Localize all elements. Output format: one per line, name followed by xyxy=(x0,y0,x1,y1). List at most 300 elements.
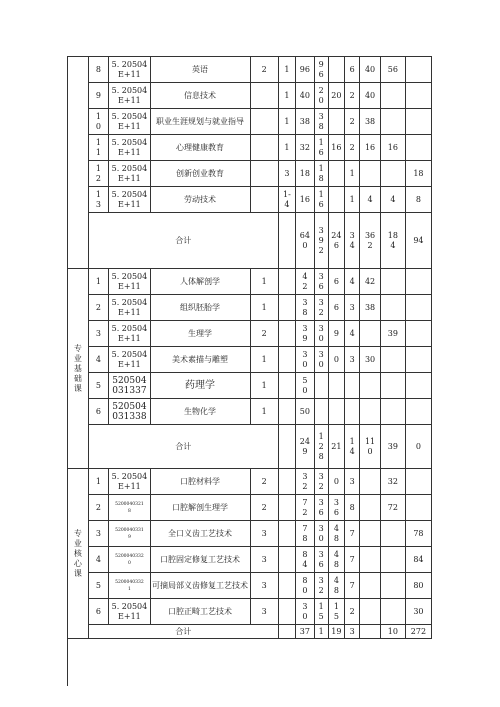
value-cell-text: 2 0 xyxy=(318,85,324,105)
value-cell xyxy=(345,495,360,521)
table-row xyxy=(68,161,432,187)
value-cell xyxy=(405,321,431,347)
value-cell xyxy=(278,573,295,599)
value-cell-text: 4 8 xyxy=(333,523,339,543)
value-cell xyxy=(328,547,344,573)
credits-cell xyxy=(250,187,278,213)
credits-cell xyxy=(250,109,278,135)
row-number-text: 8 xyxy=(95,64,101,74)
total-value-text: 18 4 xyxy=(387,230,398,250)
credits-cell xyxy=(250,83,278,109)
row-number-text: 1 3 xyxy=(95,189,101,209)
course-name xyxy=(150,321,250,347)
value-cell xyxy=(380,469,405,495)
value-cell-text: 78 xyxy=(413,528,424,538)
value-cell-text: 80 xyxy=(413,580,424,590)
value-cell-text: 1 xyxy=(284,142,290,152)
value-cell xyxy=(328,521,344,547)
value-cell xyxy=(278,109,295,135)
value-cell xyxy=(278,269,295,295)
value-cell-text: 16 xyxy=(331,142,342,152)
course-name xyxy=(150,373,250,399)
value-cell-text: 6 xyxy=(349,64,355,74)
value-cell xyxy=(360,469,381,495)
course-code xyxy=(109,399,150,425)
value-cell xyxy=(296,109,314,135)
value-cell xyxy=(345,295,360,321)
value-cell-text: 1 xyxy=(284,64,290,74)
total-value-text: 21 xyxy=(331,441,342,451)
value-cell xyxy=(345,347,360,373)
course-name-text: 创新创业教育 xyxy=(176,168,225,178)
total-value xyxy=(345,213,360,269)
value-cell-text: 3 6 xyxy=(333,497,339,517)
value-cell xyxy=(405,495,431,521)
value-cell xyxy=(405,373,431,399)
value-cell xyxy=(328,469,344,495)
total-value-text: 37 xyxy=(299,626,310,636)
value-cell xyxy=(296,83,314,109)
value-cell xyxy=(328,321,344,347)
value-cell xyxy=(345,161,360,187)
value-cell-text: 3 2 xyxy=(302,471,308,491)
total-label xyxy=(88,425,278,469)
course-name-text: 人体解剖学 xyxy=(180,276,221,286)
course-name-text: 劳动技术 xyxy=(184,194,217,204)
value-cell-text: 7 8 xyxy=(302,523,308,543)
credits-cell xyxy=(250,599,278,625)
total-value-text: 3 xyxy=(349,626,355,636)
course-code-text: 5200040321 8 xyxy=(115,501,144,514)
course-name xyxy=(150,399,250,425)
value-cell-text: 4 xyxy=(349,328,355,338)
value-cell-text: 3 0 xyxy=(318,349,324,369)
credits-cell-text: 1 xyxy=(261,276,267,286)
course-name xyxy=(150,547,250,573)
course-name-text: 生理学 xyxy=(188,328,213,338)
value-cell-text: 1 6 xyxy=(318,189,324,209)
value-cell xyxy=(345,521,360,547)
credits-cell-text: 3 xyxy=(261,554,267,564)
row-number-text: 1 xyxy=(95,276,101,286)
course-name-text: 组织胚胎学 xyxy=(180,302,221,312)
value-cell xyxy=(314,295,328,321)
course-code-text: 520504 031337 xyxy=(112,375,147,396)
row-number xyxy=(88,495,109,521)
total-value-text: 1 xyxy=(318,626,324,636)
total-label-text: 合计 xyxy=(175,626,192,636)
table-row xyxy=(68,547,432,573)
total-value-text: 1 4 xyxy=(349,436,355,456)
value-cell xyxy=(380,521,405,547)
value-cell-text: 2 xyxy=(349,116,355,126)
total-value xyxy=(296,625,314,639)
total-value-text: 94 xyxy=(413,235,424,245)
row-number xyxy=(88,399,109,425)
value-cell xyxy=(328,295,344,321)
total-value xyxy=(380,213,405,269)
course-name xyxy=(150,521,250,547)
course-name-text: 美术素描与雕塑 xyxy=(172,354,229,364)
value-cell xyxy=(405,469,431,495)
value-cell xyxy=(314,373,328,399)
value-cell xyxy=(380,373,405,399)
value-cell xyxy=(380,599,405,625)
course-code xyxy=(109,135,150,161)
value-cell xyxy=(314,547,328,573)
row-number xyxy=(88,547,109,573)
value-cell xyxy=(405,521,431,547)
row-number-text: 4 xyxy=(95,554,101,564)
value-cell-text: 1 xyxy=(349,168,355,178)
value-cell xyxy=(345,321,360,347)
total-label xyxy=(88,213,278,269)
credits-cell xyxy=(250,269,278,295)
value-cell-text: 2 xyxy=(349,606,355,616)
total-value xyxy=(405,425,431,469)
value-cell xyxy=(328,83,344,109)
credits-cell-text: 1 xyxy=(261,406,267,416)
table-row xyxy=(68,321,432,347)
value-cell-text: 1- 4 xyxy=(283,189,291,209)
value-cell xyxy=(328,57,344,83)
value-cell xyxy=(278,373,295,399)
value-cell-text: 84 xyxy=(413,554,424,564)
value-cell-text: 3 0 xyxy=(302,349,308,369)
row-number xyxy=(88,295,109,321)
credits-cell-text: 2 xyxy=(261,64,267,74)
value-cell xyxy=(360,269,381,295)
value-cell-text: 4 8 xyxy=(333,549,339,569)
empty-cell xyxy=(278,213,295,269)
value-cell xyxy=(360,321,381,347)
total-value-text: 36 2 xyxy=(364,230,376,250)
value-cell xyxy=(360,573,381,599)
course-code-text: 5. 20504 E+11 xyxy=(111,323,148,343)
value-cell xyxy=(328,599,344,625)
course-name xyxy=(150,135,250,161)
value-cell xyxy=(314,599,328,625)
value-cell xyxy=(380,573,405,599)
value-cell xyxy=(296,161,314,187)
value-cell-text: 4 xyxy=(367,194,373,204)
value-cell xyxy=(380,269,405,295)
value-cell xyxy=(360,399,381,425)
value-cell-text: 5 0 xyxy=(302,375,308,395)
total-label xyxy=(88,625,278,639)
course-code xyxy=(109,57,150,83)
value-cell-text: 7 xyxy=(349,528,355,538)
table-row xyxy=(68,521,432,547)
value-cell xyxy=(314,347,328,373)
row-number xyxy=(88,469,109,495)
value-cell xyxy=(296,521,314,547)
total-value-text: 272 xyxy=(410,626,427,636)
value-cell xyxy=(278,321,295,347)
total-value xyxy=(314,425,328,469)
total-value xyxy=(314,625,328,639)
row-number-text: 3 xyxy=(95,528,101,538)
value-cell-text: 42 xyxy=(364,276,376,286)
value-cell-text: 39 xyxy=(387,328,398,338)
value-cell-text: 6 xyxy=(333,302,339,312)
value-cell-text: 9 6 xyxy=(318,59,324,79)
row-number-text: 9 xyxy=(95,90,101,100)
value-cell xyxy=(328,161,344,187)
value-cell-text: 2 xyxy=(349,142,355,152)
value-cell xyxy=(296,135,314,161)
total-value-text: 24 6 xyxy=(331,230,342,250)
total-value xyxy=(345,625,360,639)
value-cell xyxy=(296,399,314,425)
value-cell xyxy=(278,187,295,213)
value-cell xyxy=(314,57,328,83)
value-cell xyxy=(360,347,381,373)
table-row xyxy=(68,187,432,213)
value-cell xyxy=(360,109,381,135)
value-cell-text: 1 6 xyxy=(318,137,324,157)
empty-cell xyxy=(278,625,295,639)
total-value-text: 11 0 xyxy=(364,436,376,456)
value-cell xyxy=(405,187,431,213)
value-cell xyxy=(278,83,295,109)
value-cell xyxy=(380,399,405,425)
row-number xyxy=(88,135,109,161)
value-cell xyxy=(380,547,405,573)
credits-cell-text: 2 xyxy=(261,328,267,338)
total-value-text: 39 xyxy=(387,441,398,451)
value-cell xyxy=(380,295,405,321)
credits-cell xyxy=(250,521,278,547)
course-code xyxy=(109,187,150,213)
course-name xyxy=(150,495,250,521)
value-cell xyxy=(360,599,381,625)
value-cell-text: 3 2 xyxy=(318,471,324,491)
value-cell xyxy=(296,321,314,347)
value-cell xyxy=(328,135,344,161)
value-cell xyxy=(314,399,328,425)
value-cell-text: 7 2 xyxy=(302,497,308,517)
curriculum-table xyxy=(67,56,432,639)
value-cell-text: 1 8 xyxy=(318,163,324,183)
total-value xyxy=(296,425,314,469)
course-code xyxy=(109,109,150,135)
row-number-text: 1 2 xyxy=(95,163,101,183)
value-cell xyxy=(296,347,314,373)
table-row xyxy=(68,469,432,495)
course-code xyxy=(109,547,150,573)
credits-cell-text: 3 xyxy=(261,528,267,538)
table-row xyxy=(68,83,432,109)
course-code xyxy=(109,269,150,295)
row-number-text: 6 xyxy=(95,406,101,416)
value-cell-text: 16 xyxy=(364,142,376,152)
course-code-text: 5. 20504 E+11 xyxy=(111,271,148,291)
category-cell xyxy=(68,57,89,269)
value-cell-text: 30 xyxy=(413,606,424,616)
row-number xyxy=(88,321,109,347)
value-cell-text: 1 xyxy=(349,194,355,204)
course-name xyxy=(150,161,250,187)
value-cell-text: 16 xyxy=(387,142,398,152)
credits-cell xyxy=(250,321,278,347)
row-number xyxy=(88,83,109,109)
course-code xyxy=(109,83,150,109)
course-code-text: 5. 20504 E+11 xyxy=(111,189,148,209)
value-cell-text: 3 xyxy=(284,168,290,178)
total-row xyxy=(68,213,432,269)
value-cell xyxy=(360,83,381,109)
value-cell xyxy=(328,399,344,425)
course-name xyxy=(150,347,250,373)
row-number-text: 1 0 xyxy=(95,111,101,131)
course-name xyxy=(150,269,250,295)
empty-cell xyxy=(278,425,295,469)
value-cell-text: 3 6 xyxy=(318,497,324,517)
table-row xyxy=(68,599,432,625)
value-cell xyxy=(278,161,295,187)
value-cell-text: 3 8 xyxy=(318,111,324,131)
value-cell-text: 56 xyxy=(387,64,398,74)
total-value xyxy=(360,425,381,469)
course-name-text: 口腔固定修复工艺技术 xyxy=(160,554,241,564)
value-cell-text: 4 8 xyxy=(333,575,339,595)
value-cell xyxy=(405,83,431,109)
row-number xyxy=(88,57,109,83)
course-code-text: 5200040332 1 xyxy=(115,579,144,592)
value-cell-text: 18 xyxy=(299,168,310,178)
category-cell xyxy=(68,269,89,469)
value-cell xyxy=(360,295,381,321)
value-cell-text: 4 2 xyxy=(302,271,308,291)
credits-cell xyxy=(250,135,278,161)
course-code-text: 5. 20504 E+11 xyxy=(111,601,148,621)
total-value xyxy=(314,213,328,269)
value-cell xyxy=(345,269,360,295)
row-number xyxy=(88,109,109,135)
course-code xyxy=(109,295,150,321)
value-cell xyxy=(360,495,381,521)
value-cell xyxy=(328,573,344,599)
table-row xyxy=(68,269,432,295)
course-name xyxy=(150,599,250,625)
value-cell xyxy=(328,187,344,213)
row-number-text: 1 1 xyxy=(95,137,101,157)
value-cell xyxy=(314,521,328,547)
course-name-text: 生物化学 xyxy=(184,406,217,416)
table-row xyxy=(68,495,432,521)
value-cell-text: 8 xyxy=(415,194,421,204)
course-code xyxy=(109,469,150,495)
value-cell xyxy=(405,573,431,599)
credits-cell-text: 3 xyxy=(261,606,267,616)
value-cell-text: 16 xyxy=(299,194,310,204)
credits-cell-text: 2 xyxy=(261,476,267,486)
credits-cell-text: 1 xyxy=(261,380,267,390)
course-name-text: 口腔解剖生理学 xyxy=(172,502,229,512)
value-cell xyxy=(405,269,431,295)
total-value-text: 0 xyxy=(415,441,421,451)
value-cell xyxy=(278,347,295,373)
value-cell xyxy=(380,109,405,135)
value-cell xyxy=(405,347,431,373)
value-cell xyxy=(278,57,295,83)
value-cell xyxy=(328,269,344,295)
course-name-text: 可摘局部义齿修复工艺技术 xyxy=(152,580,249,590)
value-cell-text: 20 xyxy=(331,90,342,100)
value-cell xyxy=(314,135,328,161)
course-name-text: 职业生涯规划与就业指导 xyxy=(156,116,245,126)
total-value-text: 24 9 xyxy=(299,436,310,456)
course-name xyxy=(150,57,250,83)
row-number xyxy=(88,521,109,547)
value-cell xyxy=(380,321,405,347)
value-cell xyxy=(405,161,431,187)
value-cell-text: 7 xyxy=(349,554,355,564)
value-cell xyxy=(296,295,314,321)
value-cell-text: 9 xyxy=(333,328,339,338)
value-cell xyxy=(314,109,328,135)
course-name xyxy=(150,187,250,213)
course-code-text: 5. 20504 E+11 xyxy=(111,137,148,157)
value-cell xyxy=(314,495,328,521)
value-cell xyxy=(278,547,295,573)
credits-cell xyxy=(250,295,278,321)
credits-cell xyxy=(250,347,278,373)
value-cell xyxy=(278,521,295,547)
row-number xyxy=(88,599,109,625)
value-cell-text: 50 xyxy=(299,406,310,416)
course-name-text: 英语 xyxy=(192,64,209,74)
value-cell-text: 18 xyxy=(413,168,424,178)
row-number-text: 2 xyxy=(95,302,101,312)
course-code xyxy=(109,347,150,373)
value-cell xyxy=(360,547,381,573)
table-row xyxy=(68,109,432,135)
value-cell xyxy=(278,469,295,495)
value-cell xyxy=(405,547,431,573)
value-cell xyxy=(278,135,295,161)
row-number-text: 6 xyxy=(95,606,101,616)
value-cell-text: 0 xyxy=(333,354,339,364)
course-name xyxy=(150,295,250,321)
credits-cell-text: 1 xyxy=(261,302,267,312)
credits-cell xyxy=(250,469,278,495)
total-value-text: 3 9 2 xyxy=(318,225,324,255)
value-cell-text: 1 5 xyxy=(318,601,324,621)
value-cell-text: 8 xyxy=(349,502,355,512)
value-cell xyxy=(380,347,405,373)
category-cell-text: 专 业 基 础 课 xyxy=(73,343,82,393)
value-cell xyxy=(405,135,431,161)
course-code-text: 5. 20504 E+11 xyxy=(111,59,148,79)
credits-cell-text: 2 xyxy=(261,502,267,512)
value-cell xyxy=(314,83,328,109)
table-row xyxy=(68,57,432,83)
value-cell xyxy=(360,161,381,187)
value-cell xyxy=(278,599,295,625)
total-value xyxy=(405,213,431,269)
course-name-text: 心理健康教育 xyxy=(176,142,225,152)
row-number-text: 3 xyxy=(95,328,101,338)
value-cell xyxy=(314,269,328,295)
total-value-text: 10 xyxy=(387,626,398,636)
course-code-text: 5. 20504 E+11 xyxy=(111,297,148,317)
value-cell xyxy=(296,187,314,213)
value-cell xyxy=(296,599,314,625)
total-value xyxy=(360,625,381,639)
table-row xyxy=(68,573,432,599)
